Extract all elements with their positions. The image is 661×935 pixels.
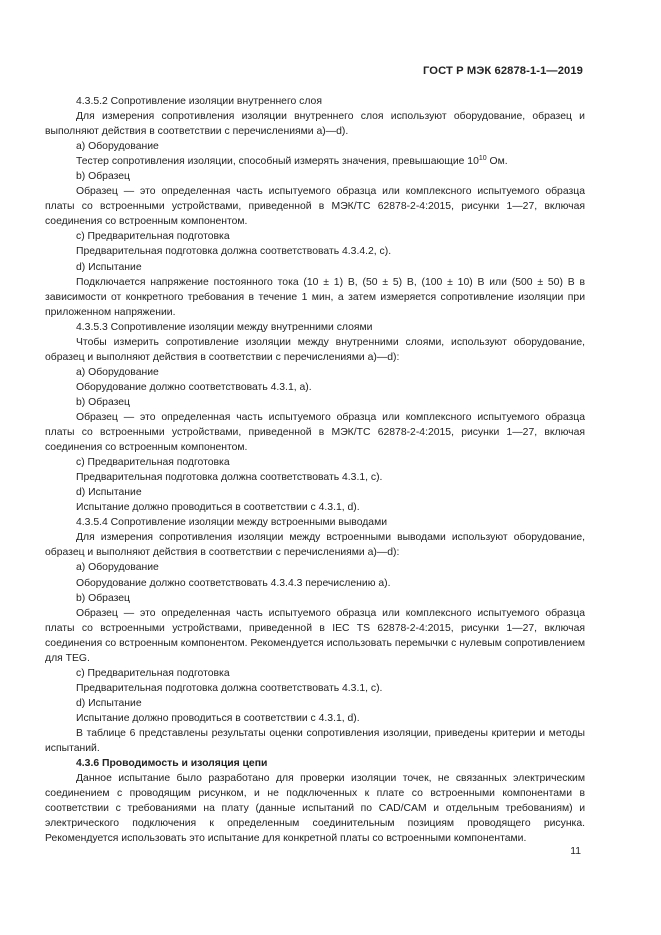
paragraph-text: Для измерения сопротивления изоляции внутреннего слоя используют оборудование, образец и выполняют действия в соответствии с перечислениями а)—d). bbox=[45, 111, 585, 138]
paragraph bbox=[45, 335, 585, 365]
paragraph-text: Предварительная подготовка должна соответствовать 4.3.1, с). bbox=[76, 682, 383, 694]
paragraph-text: а) Оборудование bbox=[76, 366, 159, 378]
paragraph-text: d) Испытание bbox=[76, 697, 142, 709]
paragraph bbox=[45, 530, 585, 560]
paragraph bbox=[45, 560, 585, 575]
paragraph bbox=[45, 94, 585, 109]
paragraph bbox=[45, 365, 585, 380]
paragraph bbox=[45, 455, 585, 470]
paragraph-text: Предварительная подготовка должна соответствовать 4.3.4.2, с). bbox=[76, 246, 392, 258]
paragraph bbox=[45, 184, 585, 229]
paragraph-text: Данное испытание было разработано для проверки изоляции точек, не связанных электрическим соединением с проводящим рисунком, и не подключенных к плате со встроенными компонентами в соответствии с требованиями на плату (данные испытаний по CAD/CAM и отдельным требованиям) и электрического подключения к определенным соединительным позициям проводящего рисунка. Рекомендуется использовать это испытание для конкретной платы со встроенными компонентами. bbox=[45, 773, 585, 845]
paragraph bbox=[45, 275, 585, 320]
paragraph-text: Предварительная подготовка должна соответствовать 4.3.1, с). bbox=[76, 472, 383, 484]
paragraph-text: Для измерения сопротивления изоляции между встроенными выводами используют оборудование, образец и выполняют действия в соответствии с перечислениями а)—d): bbox=[45, 532, 585, 559]
paragraph-text: Чтобы измерить сопротивление изоляции между внутренними слоями, используют оборудование, образец и выполняют действия в соответствии с перечислениями а)—d): bbox=[45, 336, 585, 363]
paragraph bbox=[45, 591, 585, 606]
document-header: ГОСТ Р МЭК 62878-1-1—2019 bbox=[422, 65, 583, 77]
paragraph-text: 4.3.5.2 Сопротивление изоляции внутреннего слоя bbox=[76, 96, 322, 107]
paragraph-text: d) Испытание bbox=[76, 487, 142, 499]
paragraph-text: с) Предварительная подготовка bbox=[76, 667, 230, 679]
paragraph bbox=[45, 756, 585, 771]
paragraph-text: Испытание должно проводиться в соответствии с 4.3.1, d). bbox=[76, 502, 360, 514]
paragraph bbox=[45, 320, 585, 335]
paragraph bbox=[45, 771, 585, 846]
paragraph-text: Оборудование должно соответствовать 4.3.4.3 перечислению а). bbox=[76, 577, 391, 589]
page-number: 11 bbox=[570, 846, 581, 857]
paragraph bbox=[45, 606, 585, 666]
paragraph-text: Образец — это определенная часть испытуемого образца или комплексного испытуемого образца платы со встроенными устройствами, приведенной в IEC TS 62878-2-4:2015, рисунки 1—27, включая соединения со встроенным компонентом. Рекомендуется использовать перемычки с нулевым сопротивлением для TEG. bbox=[45, 607, 585, 664]
paragraph bbox=[45, 410, 585, 455]
paragraph-text: Образец — это определенная часть испытуемого образца или комплексного испытуемого образца платы со встроенными устройствами, приведенной в МЭК/ТС 62878-2-4:2015, рисунки 1—27, включая соединения со встроенным компонентом. bbox=[45, 186, 585, 228]
paragraph bbox=[45, 470, 585, 485]
paragraph bbox=[45, 681, 585, 696]
paragraph bbox=[45, 395, 585, 410]
paragraph-text: b) Образец bbox=[76, 592, 130, 604]
paragraph-text: Испытание должно проводиться в соответствии с 4.3.1, d). bbox=[76, 712, 360, 724]
paragraph bbox=[45, 711, 585, 726]
paragraph-text: Образец — это определенная часть испытуемого образца или комплексного испытуемого образца платы со встроенными устройствами, приведенной в МЭК/ТС 62878-2-4:2015, рисунки 1—27, включая соединения со встроенным компонентом. bbox=[45, 411, 585, 454]
paragraph bbox=[45, 169, 585, 184]
paragraph-text: b) Образец bbox=[76, 171, 130, 183]
paragraph bbox=[45, 380, 585, 395]
paragraph bbox=[45, 515, 585, 530]
paragraph-text: 4.3.5.4 Сопротивление изоляции между встроенными выводами bbox=[76, 517, 388, 529]
paragraph bbox=[45, 109, 585, 139]
paragraph-text: 4.3.5.3 Сопротивление изоляции между внутренними слоями bbox=[76, 321, 373, 333]
paragraph bbox=[45, 666, 585, 681]
paragraph bbox=[45, 696, 585, 711]
paragraph-text: Тестер сопротивления изоляции, способный измерять значения, превышающие 10 bbox=[76, 156, 479, 168]
paragraph bbox=[45, 485, 585, 500]
paragraph bbox=[45, 244, 585, 259]
paragraph-text: b) Образец bbox=[76, 396, 130, 408]
paragraph-text: Оборудование должно соответствовать 4.3.1, а). bbox=[76, 381, 312, 393]
paragraph bbox=[45, 229, 585, 244]
paragraph bbox=[45, 154, 585, 169]
paragraph-text: 4.3.6 Проводимость и изоляция цепи bbox=[76, 758, 268, 770]
paragraph-text-suffix: Ом. bbox=[486, 156, 508, 168]
paragraph-text: с) Предварительная подготовка bbox=[76, 231, 230, 243]
paragraph-text: с) Предварительная подготовка bbox=[76, 457, 230, 469]
paragraph bbox=[45, 139, 585, 154]
paragraph-text: Подключается напряжение постоянного тока (10 ± 1) В, (50 ± 5) В, (100 ± 10) В или (500 ± 50) В в зависимости от конкретного требования в течение 1 мин, а затем измеряется сопротивление изоляции при приложенном напряжении. bbox=[45, 276, 585, 318]
paragraph-text: В таблице 6 представлены результаты оценки сопротивления изоляции, приведены критерии и методы испытаний. bbox=[45, 727, 585, 755]
paragraph bbox=[45, 726, 585, 756]
paragraph-text: а) Оборудование bbox=[76, 141, 159, 153]
document-body bbox=[45, 94, 585, 846]
superscript-exponent: 10 bbox=[478, 155, 487, 163]
paragraph-text: а) Оборудование bbox=[76, 562, 159, 574]
paragraph bbox=[45, 260, 585, 275]
paragraph-text: d) Испытание bbox=[76, 261, 142, 273]
paragraph bbox=[45, 576, 585, 591]
paragraph bbox=[45, 500, 585, 515]
